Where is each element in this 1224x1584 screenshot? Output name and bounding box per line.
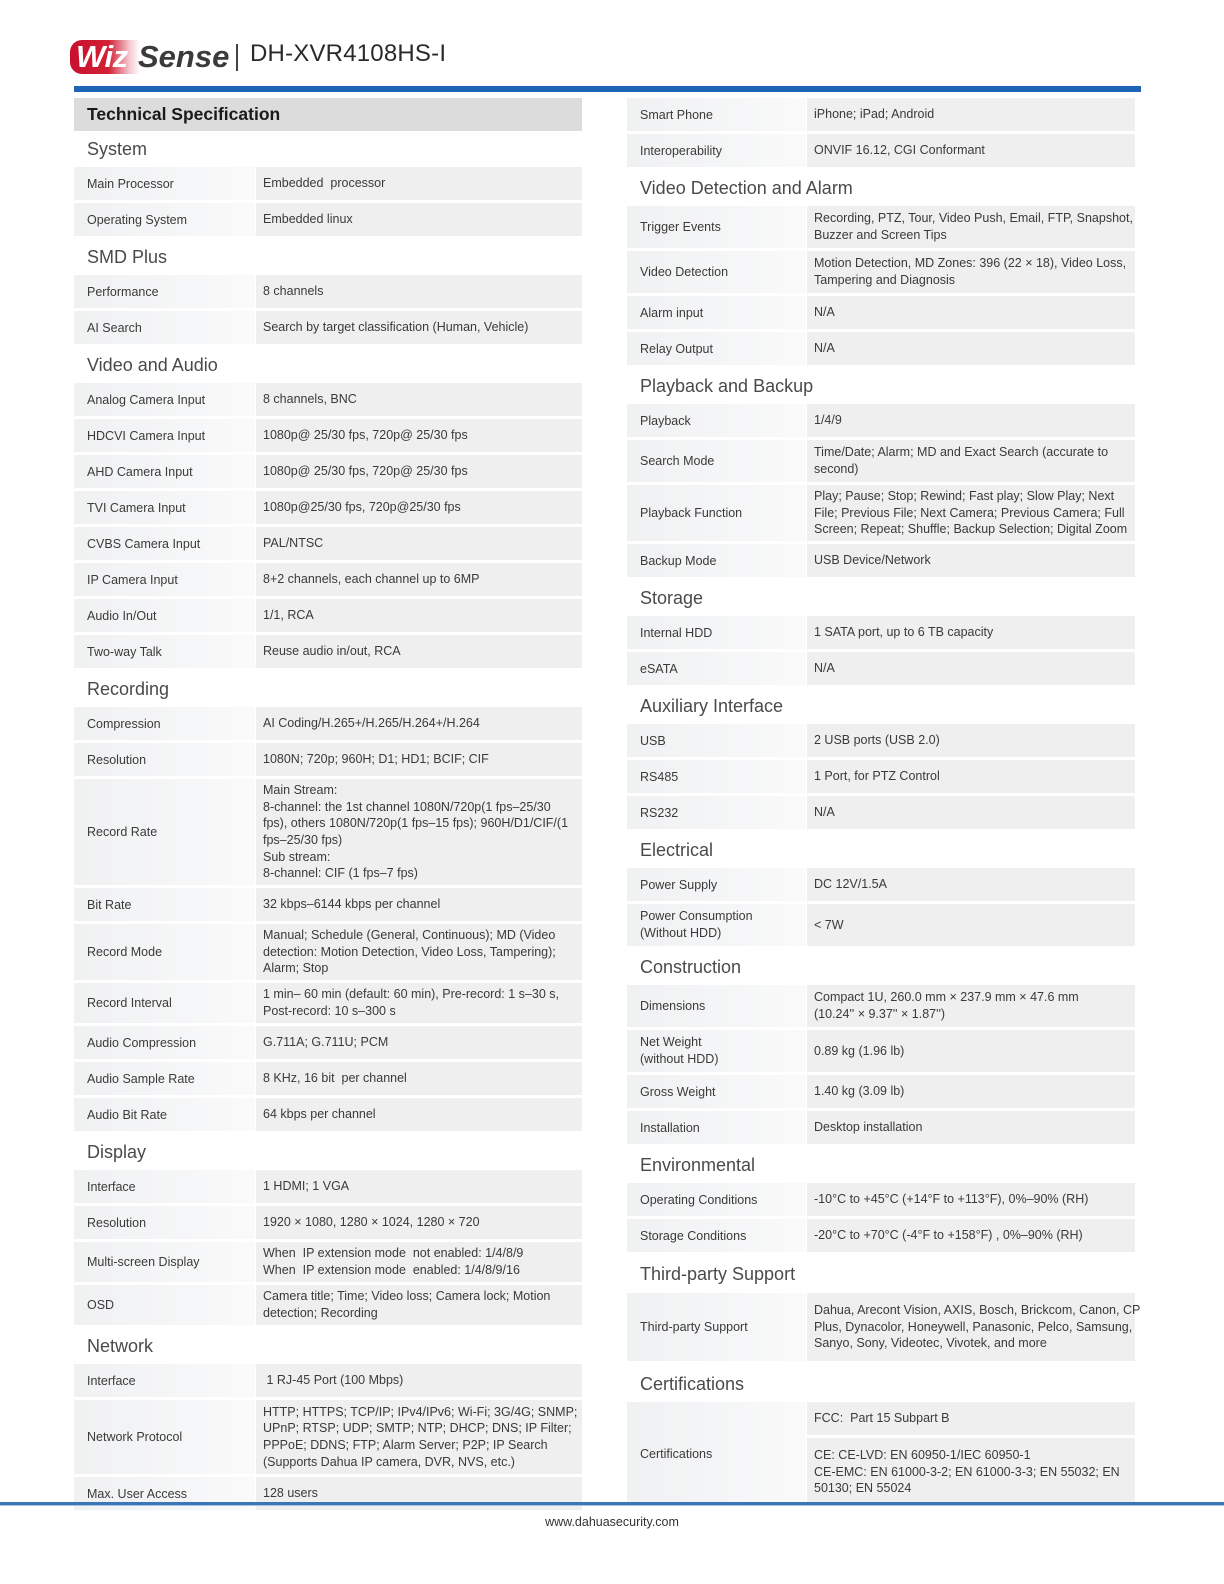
- spec-label: eSATA: [627, 652, 806, 685]
- spec-label: Operating Conditions: [627, 1183, 806, 1216]
- header-separator: [236, 44, 238, 71]
- spec-value: [807, 404, 1135, 437]
- spec-label: Audio Compression: [74, 1026, 255, 1059]
- spec-title: Technical Specification: [74, 98, 582, 131]
- spec-value: [807, 134, 1135, 167]
- footer-website-link[interactable]: www.dahuasecurity.com: [545, 1515, 679, 1529]
- spec-row: [627, 1075, 1135, 1108]
- spec-label: TVI Camera Input: [74, 491, 255, 524]
- spec-label: Relay Output: [627, 332, 806, 365]
- value-line: 1/1, RCA: [263, 608, 314, 623]
- spec-label: Resolution: [74, 743, 255, 776]
- spec-value: [807, 206, 1135, 248]
- value-line: Sanyo, Sony, Videotec, Vivotek, and more: [814, 1336, 1047, 1351]
- spec-row: [627, 796, 1135, 829]
- value-line: iPhone; iPad; Android: [814, 107, 935, 122]
- label-line: Power Consumption: [640, 909, 753, 924]
- spec-row: [74, 311, 582, 344]
- spec-value: [256, 167, 582, 200]
- value-line: Compact 1U, 260.0 mm × 237.9 mm × 47.6 mm: [814, 990, 1079, 1005]
- spec-value: [256, 563, 582, 596]
- wizsense-logo: [70, 38, 230, 76]
- value-line: 1 HDMI; 1 VGA: [263, 1179, 350, 1194]
- spec-label: AHD Camera Input: [74, 455, 255, 488]
- section-heading-third-party: Third-party Support: [640, 1264, 796, 1284]
- value-line: CE-EMC: EN 61000-3-2; EN 61000-3-3; EN 55032; EN: [814, 1464, 1120, 1479]
- spec-row: [74, 203, 582, 236]
- spec-value: [807, 1030, 1135, 1072]
- spec-value: [256, 1206, 582, 1239]
- spec-value: [256, 924, 582, 980]
- spec-value: [256, 203, 582, 236]
- spec-value: [807, 868, 1135, 901]
- spec-label: [627, 1030, 806, 1072]
- section-heading-environmental: Environmental: [640, 1155, 756, 1175]
- spec-label: Search Mode: [627, 440, 806, 482]
- spec-row: [627, 1219, 1135, 1252]
- spec-row: [627, 616, 1135, 649]
- spec-row: [74, 1170, 582, 1203]
- spec-label: Third-party Support: [627, 1293, 806, 1361]
- value-line: 1 min– 60 min (default: 60 min), Pre-record: 1 s–30 s,: [263, 987, 559, 1002]
- spec-value: [256, 779, 582, 885]
- spec-label: AI Search: [74, 311, 255, 344]
- section-heading-playback: Playback and Backup: [640, 376, 814, 396]
- spec-label: Installation: [627, 1111, 806, 1144]
- value-line: HTTP; HTTPS; TCP/IP; IPv4/IPv6; Wi-Fi; 3G/4G; SNMP;: [263, 1404, 578, 1419]
- value-line: 1080p@ 25/30 fps, 720p@ 25/30 fps: [263, 428, 468, 443]
- value-line: 8-channel: the 1st channel 1080N/720p(1 fps–25/30: [263, 799, 551, 814]
- value-line: PAL/NTSC: [263, 536, 324, 551]
- value-line: N/A: [814, 805, 835, 820]
- value-line: USB Device/Network: [814, 553, 931, 568]
- spec-row: [74, 707, 582, 740]
- value-line: Time/Date; Alarm; MD and Exact Search (accurate to: [814, 445, 1109, 460]
- value-line: Motion Detection, MD Zones: 396 (22 × 18), Video Loss,: [814, 256, 1127, 271]
- spec-row: [74, 1098, 582, 1131]
- spec-row: [74, 275, 582, 308]
- spec-row: [627, 485, 1135, 541]
- spec-value: [256, 455, 582, 488]
- value-line: Sub stream:: [263, 849, 331, 864]
- spec-label: Interface: [74, 1170, 255, 1203]
- spec-value: [256, 1242, 582, 1282]
- spec-value: [807, 1183, 1135, 1216]
- value-line: Camera title; Time; Video loss; Camera lock; Motion: [263, 1289, 551, 1304]
- spec-value: [807, 904, 1135, 946]
- value-line: Post-record: 10 s–300 s: [263, 1004, 396, 1018]
- value-line: 8+2 channels, each channel up to 6MP: [263, 572, 480, 587]
- spec-row: [74, 743, 582, 776]
- value-line: Buzzer and Screen Tips: [814, 228, 947, 242]
- spec-row: [74, 491, 582, 524]
- spec-label: Audio Sample Rate: [74, 1062, 255, 1095]
- spec-row: [627, 404, 1135, 437]
- spec-value: [807, 724, 1135, 757]
- spec-label: Operating System: [74, 203, 255, 236]
- value-line: File; Previous File; Next Camera; Previous Camera; Full: [814, 505, 1125, 520]
- spec-label: Smart Phone: [627, 98, 806, 131]
- section-heading-construction: Construction: [640, 957, 742, 977]
- left-column: [74, 98, 582, 1513]
- spec-row: [74, 563, 582, 596]
- value-line: 1 SATA port, up to 6 TB capacity: [814, 625, 994, 640]
- spec-label: Certifications: [627, 1402, 806, 1506]
- section-heading-display: Display: [87, 1142, 147, 1162]
- spec-row: [627, 904, 1135, 946]
- spec-row: [627, 868, 1135, 901]
- value-line: 8 KHz, 16 bit per channel: [263, 1071, 407, 1086]
- value-line: PPPoE; DDNS; FTP; Alarm Server; P2P; IP Search: [263, 1438, 548, 1452]
- section-heading-storage: Storage: [640, 588, 704, 608]
- value-line: 50130; EN 55024: [814, 1481, 912, 1496]
- spec-label: Video Detection: [627, 251, 806, 293]
- spec-value: [256, 635, 582, 668]
- value-line: second): [814, 462, 859, 476]
- spec-row: [74, 1026, 582, 1059]
- spec-row: [74, 419, 582, 452]
- value-line: CE: CE-LVD: EN 60950-1/IEC 60950-1: [814, 1448, 1031, 1463]
- footer-rule: [0, 1502, 1224, 1506]
- spec-row: [74, 1285, 582, 1325]
- value-line: Screen; Repeat; Shuffle; Backup Selection; Digital Zoom: [814, 522, 1128, 537]
- spec-label: Playback Function: [627, 485, 806, 541]
- value-line: (Supports Dahua IP camera, DVR, NVS, etc.): [263, 1454, 515, 1469]
- spec-value: [256, 1098, 582, 1131]
- value-line: (10.24'' × 9.37'' × 1.87''): [814, 1007, 946, 1021]
- value-line: -10°C to +45°C (+14°F to +113°F), 0%–90% (RH): [814, 1192, 1089, 1207]
- spec-row: [627, 760, 1135, 793]
- value-line: N/A: [814, 661, 835, 676]
- spec-row: [627, 724, 1135, 757]
- spec-label: Internal HDD: [627, 616, 806, 649]
- value-line: < 7W: [814, 917, 844, 932]
- label-line: Net Weight: [640, 1035, 702, 1050]
- spec-value: [807, 1075, 1135, 1108]
- spec-value: [256, 1062, 582, 1095]
- spec-value: [256, 1285, 582, 1325]
- value-line: 1920 × 1080, 1280 × 1024, 1280 × 720: [263, 1215, 480, 1230]
- value-line: Main Stream:: [263, 783, 338, 798]
- spec-label: Max. User Access: [74, 1477, 255, 1510]
- spec-row: [74, 779, 582, 885]
- value-line: Tampering and Diagnosis: [814, 273, 956, 287]
- spec-row: [74, 924, 582, 980]
- spec-value: [256, 1400, 582, 1474]
- spec-label: Record Mode: [74, 924, 255, 980]
- value-line: N/A: [814, 341, 835, 356]
- spec-label: Audio Bit Rate: [74, 1098, 255, 1131]
- spec-value: [256, 599, 582, 632]
- value-line: 8 channels, BNC: [263, 392, 357, 407]
- spec-label: Record Rate: [74, 779, 255, 885]
- spec-label: Interface: [74, 1364, 255, 1397]
- spec-row: [627, 98, 1135, 131]
- spec-value: [807, 544, 1135, 577]
- value-line: 1.40 kg (3.09 lb): [814, 1084, 905, 1099]
- spec-value: [807, 652, 1135, 685]
- spec-row: [74, 455, 582, 488]
- spec-row: [74, 1206, 582, 1239]
- spec-label: Multi-screen Display: [74, 1242, 255, 1282]
- value-line: Embedded linux: [263, 212, 353, 227]
- spec-row: [74, 1062, 582, 1095]
- value-line: 0.89 kg (1.96 lb): [814, 1043, 905, 1058]
- value-line: Desktop installation: [814, 1120, 923, 1135]
- spec-row: [74, 527, 582, 560]
- spec-value: [256, 1364, 582, 1397]
- logo-sense-text: Sense: [138, 39, 230, 74]
- spec-label: Power Supply: [627, 868, 806, 901]
- spec-value: [807, 296, 1135, 329]
- value-line: AI Coding/H.265+/H.265/H.264+/H.264: [263, 716, 480, 731]
- value-line: Manual; Schedule (General, Continuous); MD (Video: [263, 928, 556, 943]
- value-line: When IP extension mode not enabled: 1/4/8/9: [263, 1246, 524, 1261]
- spec-row: [74, 167, 582, 200]
- spec-value: [807, 796, 1135, 829]
- spec-label: Trigger Events: [627, 206, 806, 248]
- value-line: Dahua, Arecont Vision, AXIS, Bosch, Brickcom, Canon, CP: [814, 1303, 1141, 1318]
- spec-label: Dimensions: [627, 985, 806, 1027]
- value-line: 1080p@ 25/30 fps, 720p@ 25/30 fps: [263, 464, 468, 479]
- spec-value: [807, 98, 1135, 131]
- spec-value: [807, 485, 1135, 541]
- spec-value: [256, 743, 582, 776]
- value-line: Alarm; Stop: [263, 961, 329, 976]
- value-line: UPnP; RTSP; UDP; SMTP; NTP; DHCP; DNS; IP Filter;: [263, 1421, 572, 1436]
- spec-row: [74, 888, 582, 921]
- value-line: fps), others 1080N/720p(1 fps–15 fps); 960H/D1/CIF/(1: [263, 816, 569, 831]
- logo-wiz-badge: [70, 40, 140, 74]
- spec-row: [627, 985, 1135, 1027]
- value-line: ONVIF 16.12, CGI Conformant: [814, 143, 985, 158]
- spec-row: [627, 1111, 1135, 1144]
- spec-label: Two-way Talk: [74, 635, 255, 668]
- logo-wiz-text: Wiz: [76, 39, 128, 74]
- spec-label: Network Protocol: [74, 1400, 255, 1474]
- certification-values: [807, 1402, 1135, 1506]
- right-column: [627, 98, 1141, 1509]
- spec-row: [627, 544, 1135, 577]
- value-line: 1/4/9: [814, 413, 842, 428]
- model-name: DH-XVR4108HS-I: [250, 40, 447, 67]
- spec-row: [74, 1242, 582, 1282]
- spec-value: [256, 491, 582, 524]
- spec-row: [74, 1364, 582, 1397]
- spec-label: IP Camera Input: [74, 563, 255, 596]
- spec-value: [807, 616, 1135, 649]
- section-heading-network: Network: [87, 1336, 154, 1356]
- spec-label: USB: [627, 724, 806, 757]
- value-line: 1 RJ-45 Port (100 Mbps): [263, 1373, 404, 1388]
- spec-row: [74, 635, 582, 668]
- value-line: G.711A; G.711U; PCM: [263, 1035, 389, 1050]
- value-line: 1 Port, for PTZ Control: [814, 769, 940, 784]
- spec-label: Audio In/Out: [74, 599, 255, 632]
- value-line: 64 kbps per channel: [263, 1107, 376, 1122]
- fcc-value: [807, 1402, 1135, 1435]
- spec-value: [807, 760, 1135, 793]
- header-rule: [74, 86, 1141, 92]
- spec-value: [807, 985, 1135, 1027]
- spec-row: [627, 332, 1135, 365]
- spec-row: [627, 296, 1135, 329]
- spec-value: [256, 1026, 582, 1059]
- spec-label: Gross Weight: [627, 1075, 806, 1108]
- spec-row: [627, 206, 1135, 248]
- spec-value: [256, 983, 582, 1023]
- value-line: 128 users: [263, 1486, 318, 1501]
- value-line: fps–25/30 fps): [263, 833, 343, 847]
- value-line: FCC: Part 15 Subpart B: [814, 1411, 950, 1426]
- section-heading-recording: Recording: [87, 679, 170, 699]
- value-line: 1080N; 720p; 960H; D1; HD1; BCIF; CIF: [263, 752, 489, 767]
- value-line: 1080p@25/30 fps, 720p@25/30 fps: [263, 500, 461, 515]
- section-heading-smd-plus: SMD Plus: [87, 247, 168, 267]
- spec-label: RS485: [627, 760, 806, 793]
- value-line: Reuse audio in/out, RCA: [263, 644, 401, 659]
- section-heading-system: System: [87, 139, 148, 159]
- spec-value: [256, 888, 582, 921]
- spec-label: CVBS Camera Input: [74, 527, 255, 560]
- spec-label: HDCVI Camera Input: [74, 419, 255, 452]
- spec-label: [627, 904, 806, 946]
- spec-row: [627, 1183, 1135, 1216]
- spec-label: RS232: [627, 796, 806, 829]
- value-line: When IP extension mode enabled: 1/4/8/9/16: [263, 1263, 520, 1277]
- value-line: Plus, Dynacolor, Honeywell, Panasonic, Pelco, Samsung,: [814, 1319, 1133, 1334]
- spec-label: Resolution: [74, 1206, 255, 1239]
- spec-value: [256, 383, 582, 416]
- spec-value: [256, 419, 582, 452]
- spec-label: Record Interval: [74, 983, 255, 1023]
- spec-row: [627, 1293, 1141, 1361]
- spec-label: Performance: [74, 275, 255, 308]
- spec-label: Bit Rate: [74, 888, 255, 921]
- spec-row: [627, 1030, 1135, 1072]
- section-heading-electrical: Electrical: [640, 840, 714, 860]
- value-line: 2 USB ports (USB 2.0): [814, 733, 940, 748]
- spec-row: [627, 652, 1135, 685]
- value-line: N/A: [814, 305, 835, 320]
- section-heading-auxiliary: Auxiliary Interface: [640, 696, 784, 716]
- spec-value: [807, 440, 1135, 482]
- value-line: detection; Recording: [263, 1306, 378, 1320]
- spec-label: Main Processor: [74, 167, 255, 200]
- value-line: 8 channels: [263, 284, 324, 299]
- spec-row: [74, 983, 582, 1023]
- spec-label: Alarm input: [627, 296, 806, 329]
- spec-label: Backup Mode: [627, 544, 806, 577]
- label-line: (without HDD): [640, 1052, 719, 1066]
- spec-value: [807, 332, 1135, 365]
- section-heading-video-audio: Video and Audio: [87, 355, 218, 375]
- spec-label: OSD: [74, 1285, 255, 1325]
- spec-value: [807, 251, 1135, 293]
- page-header: [0, 0, 1224, 95]
- label-line: (Without HDD): [640, 926, 722, 940]
- spec-label: Playback: [627, 404, 806, 437]
- spec-value: [256, 707, 582, 740]
- value-line: DC 12V/1.5A: [814, 877, 887, 892]
- spec-label: Interoperability: [627, 134, 806, 167]
- spec-row: [74, 599, 582, 632]
- value-line: 32 kbps–6144 kbps per channel: [263, 897, 441, 912]
- spec-value: [807, 1219, 1135, 1252]
- value-line: Play; Pause; Stop; Rewind; Fast play; Slow Play; Next: [814, 489, 1115, 504]
- value-line: -20°C to +70°C (-4°F to +158°F) , 0%–90% (RH): [814, 1228, 1083, 1243]
- spec-row-certifications: [627, 1402, 1135, 1506]
- ce-value: [807, 1438, 1135, 1506]
- spec-row: [627, 251, 1135, 293]
- spec-value: [256, 311, 582, 344]
- spec-value: [256, 527, 582, 560]
- spec-row: [627, 440, 1135, 482]
- spec-label: Analog Camera Input: [74, 383, 255, 416]
- section-heading-certifications: Certifications: [640, 1374, 745, 1394]
- spec-value: [256, 275, 582, 308]
- value-line: Embedded processor: [263, 176, 386, 191]
- spec-label: Storage Conditions: [627, 1219, 806, 1252]
- section-heading-video-detection: Video Detection and Alarm: [640, 178, 853, 198]
- value-line: detection: Motion Detection, Video Loss, Tampering);: [263, 944, 556, 959]
- spec-value: [807, 1111, 1135, 1144]
- value-line: 8-channel: CIF (1 fps–7 fps): [263, 866, 418, 881]
- value-line: Search by target classification (Human, Vehicle): [263, 320, 529, 335]
- value-line: Recording, PTZ, Tour, Video Push, Email, FTP, Snapshot,: [814, 211, 1133, 226]
- spec-value: [807, 1293, 1141, 1361]
- spec-row: [74, 1400, 582, 1474]
- spec-row: [74, 383, 582, 416]
- spec-row: [627, 134, 1135, 167]
- spec-value: [256, 1170, 582, 1203]
- spec-label: Compression: [74, 707, 255, 740]
